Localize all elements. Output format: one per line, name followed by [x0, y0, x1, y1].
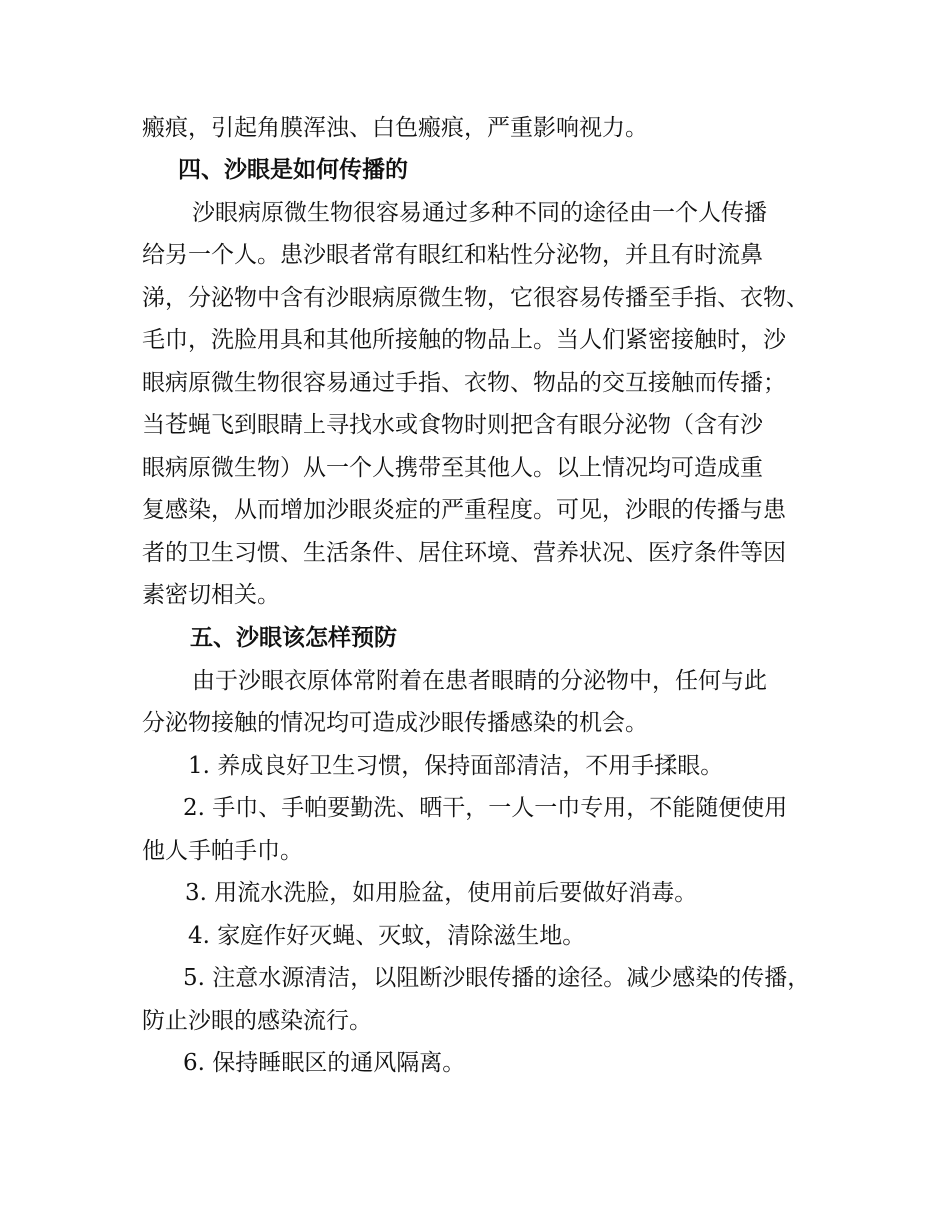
paragraph-line: 素密切相关。 — [142, 582, 280, 608]
paragraph-line: 沙眼病原微生物很容易通过多种不同的途径由一个人传播 — [192, 200, 767, 226]
list-item-2: 2. 手巾、手帕要勤洗、晒干，一人一巾专用，不能随便使用 — [183, 795, 788, 821]
list-item-5-continuation: 防止沙眼的感染流行。 — [142, 1008, 372, 1034]
paragraph-line: 当苍蝇飞到眼睛上寻找水或食物时则把含有眼分泌物（含有沙 — [142, 412, 763, 438]
section-heading-4: 四、沙眼是如何传播的 — [178, 157, 408, 183]
paragraph-line: 由于沙眼衣原体常附着在患者眼睛的分泌物中，任何与此 — [192, 668, 767, 694]
list-item-4: 4. 家庭作好灭蝇、灭蚊，清除滋生地。 — [188, 923, 586, 949]
paragraph-line: 毛巾，洗脸用具和其他所接触的物品上。当人们紧密接触时，沙 — [142, 327, 786, 353]
paragraph-line: 者的卫生习惯、生活条件、居住环境、营养状况、医疗条件等因 — [142, 540, 786, 566]
list-item-5: 5. 注意水源清洁，以阻断沙眼传播的途径。减少感染的传播， — [183, 965, 811, 991]
section-heading-5: 五、沙眼该怎样预防 — [190, 625, 397, 651]
paragraph-line: 眼病原微生物很容易通过手指、衣物、物品的交互接触而传播； — [142, 370, 786, 396]
list-item-1: 1. 养成良好卫生习惯，保持面部清洁，不用手揉眼。 — [188, 753, 724, 779]
paragraph-line: 眼病原微生物）从一个人携带至其他人。以上情况均可造成重 — [142, 455, 763, 481]
list-item-6: 6. 保持睡眠区的通风隔离。 — [183, 1050, 466, 1076]
list-item-2-continuation: 他人手帕手巾。 — [142, 838, 303, 864]
text-line: 瘢痕，引起角膜浑浊、白色瘢痕，严重影响视力。 — [142, 115, 648, 141]
list-item-3: 3. 用流水洗脸，如用脸盆，使用前后要做好消毒。 — [185, 880, 698, 906]
paragraph-line: 分泌物接触的情况均可造成沙眼传播感染的机会。 — [142, 710, 648, 736]
paragraph-line: 复感染，从而增加沙眼炎症的严重程度。可见，沙眼的传播与患 — [142, 497, 786, 523]
paragraph-line: 给另一个人。患沙眼者常有眼红和粘性分泌物，并且有时流鼻 — [142, 242, 763, 268]
paragraph-line: 涕，分泌物中含有沙眼病原微生物，它很容易传播至手指、衣物、 — [142, 285, 809, 311]
